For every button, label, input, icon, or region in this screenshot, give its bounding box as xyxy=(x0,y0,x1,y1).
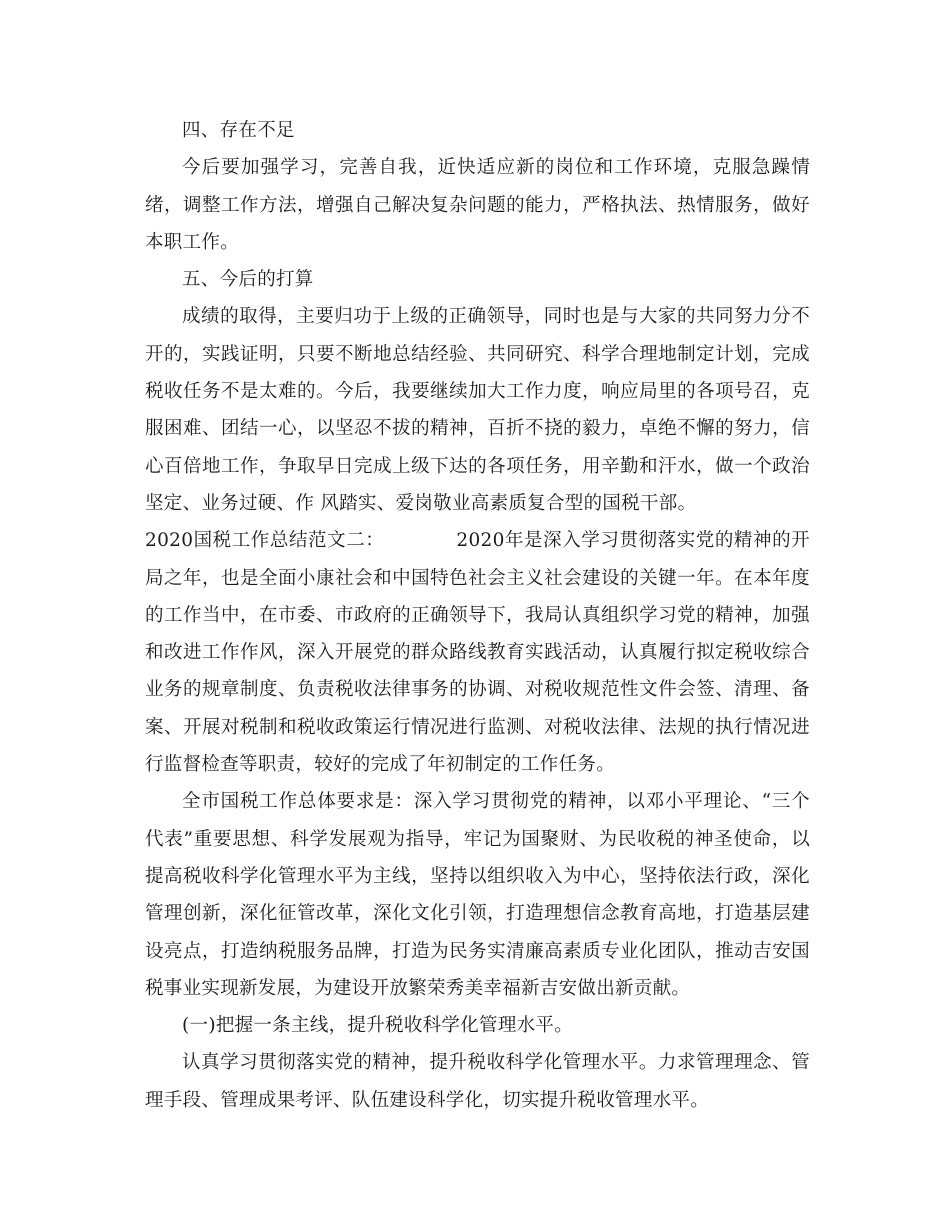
section-4-heading: 四、存在不足 xyxy=(182,120,295,141)
sample-2-intro: 2020年是深入学习贯彻落实党的精神的开局之年，也是全面小康社会和中国特色社会主义社会建设的关键一年。在本年度的工作当中，在市委、市政府的正确领导下，我局认真组织学习党的精神，加强和改进工作作风，深入开展党的群众路线教育实践活动，认真履行拟定税收综合业务的规章制度、负责税收法律事务的协调、对税收规范性文件会签、清理、备案、开展对税制和税收政策运行情况进行监测、对税收法律、法规的执行情况进行监督检查等职责，较好的完成了年初制定的工作任务。 xyxy=(145,530,810,776)
section-5-body: 成绩的取得，主要归功于上级的正确领导，同时也是与大家的共同努力分不开的，实践证明，只要不断地总结经验、共同研究、科学合理地制定计划，完成税收任务不是太难的。今后，我要继续加大工作力度，响应局里的各项号召，克服困难、团结一心，以坚忍不拔的精神，百折不挠的毅力，卓绝不懈的努力，信心百倍地工作，争取早日完成上级下达的各项任务，用辛勤和汗水，做一个政治坚定、业务过硬、作 风踏实、爱岗敬业高素质复合型的国税干部。 xyxy=(145,306,810,514)
section-4-body: 今后要加强学习，完善自我，近快适应新的岗位和工作环境，克服急躁情绪，调整工作方法，增强自己解决复杂问题的能力，严格执法、热情服务，做好本职工作。 xyxy=(145,157,810,253)
section-5-heading: 五、今后的打算 xyxy=(182,269,314,291)
sample-2-title: 2020国税工作总结范文二： xyxy=(145,530,385,552)
document-page xyxy=(145,112,810,1119)
sample-2-paragraph xyxy=(145,522,810,783)
item-1-heading: (一)把握一条主线，提升税收科学化管理水平。 xyxy=(182,1015,574,1037)
item-1-body: 认真学习贯彻落实党的精神，提升税收科学化管理水平。力求管理理念、管理手段、管理成果考评、队伍建设科学化，切实提升税收管理水平。 xyxy=(145,1052,810,1111)
sample-2-requirements: 全市国税工作总体要求是：深入学习贯彻党的精神，以邓小平理论、“三个代表”重要思想、科学发展观为指导，牢记为国聚财、为民收税的神圣使命，以提高税收科学化管理水平为主线，坚持以组织收入为中心，坚持依法行政，深化管理创新，深化征管改革，深化文化引领，打造理想信念教育高地，打造基层建设亮点，打造纳税服务品牌，打造为民务实清廉高素质专业化团队，推动吉安国税事业实现新发展，为建设开放繁荣秀美幸福新吉安做出新贡献。 xyxy=(145,791,810,999)
